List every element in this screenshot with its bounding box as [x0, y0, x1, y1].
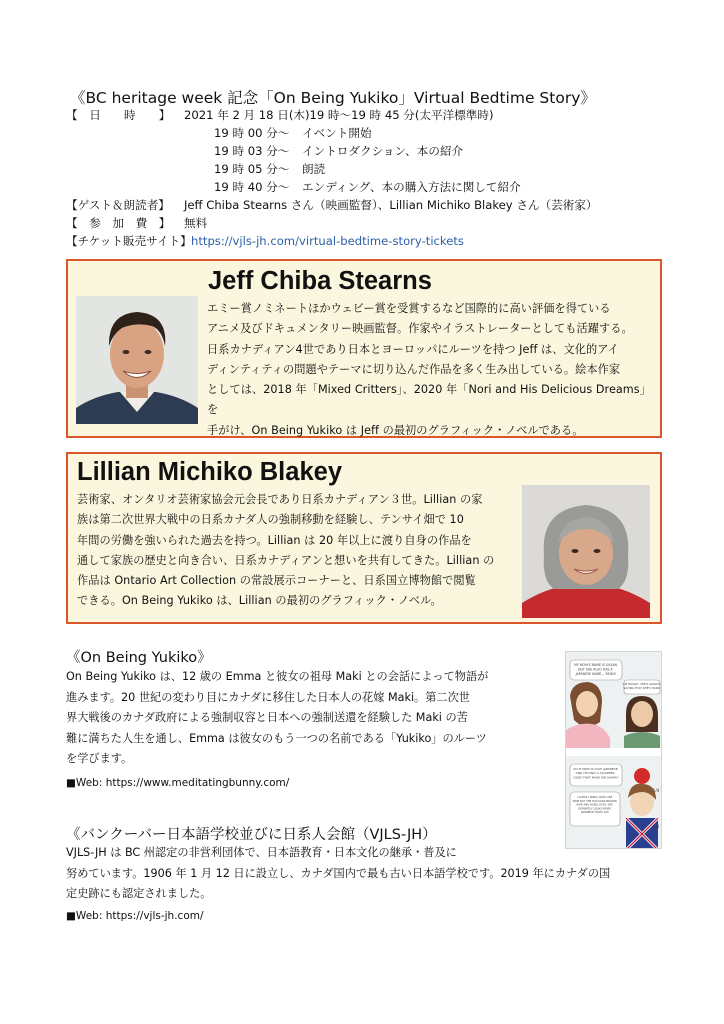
manga-illustration [566, 652, 662, 849]
bio-line: ディンティティの問題やテーマに切り込んだ作品を多く生み出している。絵本作家 [207, 362, 621, 376]
fraction-mark: 1/4 [652, 788, 660, 793]
speech-bubble-2: ALTHOUGH, SHE'S ALWAYS SAYING THAT SHE'S HAPA! [622, 682, 661, 690]
speech-bubble-4: I GUESS I KINDA LOOK LIKE MOM BUT SHE HAS DARK BROWN HAIR AND HAZEL EYES. SHE DEFINITELY LOOKS MORE JAPANESE THAN I DO! [572, 796, 617, 815]
schedule-item [66, 124, 706, 142]
portrait-illustration [522, 485, 650, 618]
schedule-time: 19 時 00 分～ [214, 126, 290, 140]
description-line: を学びます。 [66, 752, 133, 766]
lillian-profile-card [66, 452, 662, 624]
fee-label: 【 参 加 費 】 [66, 216, 171, 230]
bio-line: 作品は Ontario Art Collection の常設展示コーナーと、日系国立博物館で閲覧 [77, 574, 476, 588]
jeff-photo [76, 296, 198, 424]
book-section-title: 《On Being Yukiko》 [66, 650, 212, 666]
guest-value: Jeff Chiba Stearns さん（映画監督）、Lillian Michiko Blakey さん（芸術家） [184, 198, 598, 212]
speech-bubble-1: MY MOM'S NAME IS SUSAN BUT SHE ALSO HAS A JAPANESE NAME... REIKO! [574, 663, 617, 676]
vjls-description [66, 843, 666, 905]
jeff-bio [207, 299, 659, 441]
portrait-illustration [76, 296, 198, 424]
bio-line: としては、2018 年「Mixed Critters」、2020 年「Nori and His Delicious Dreams」を [207, 383, 651, 417]
guest-label: 【ゲスト＆朗読者】 [66, 198, 170, 212]
fraction-mark: 1/4 [652, 824, 660, 829]
description-line: 界大戦後のカナダ政府による強制収容と日本への強制送還を経験した Maki の苦 [66, 711, 468, 725]
guest-row [66, 196, 706, 214]
bio-line: エミー賞ノミネートほかウェビー賞を受賞するなど国際的に高い評価を得ている [207, 302, 611, 315]
description-line: 進みます。20 世紀の変わり目にカナダに移住した日本人の花嫁 Maki。第二次世 [66, 690, 470, 704]
event-info [66, 106, 706, 250]
schedule-item [66, 142, 706, 160]
bio-line: 芸術家、オンタリオ芸術家協会元会長であり日系カナディアン３世。Lillian の家 [77, 493, 483, 506]
schedule-text: イントロダクション、本の紹介 [302, 144, 464, 158]
ticket-label: 【チケット販売サイト】 [66, 234, 192, 248]
lillian-bio [77, 490, 523, 612]
schedule-item [66, 160, 706, 178]
schedule-item [66, 178, 706, 196]
schedule-time: 19 時 03 分～ [214, 144, 290, 158]
bio-line: 手がけ、On Being Yukiko は Jeff の最初のグラフィック・ノベルである。 [207, 423, 584, 437]
bio-line: 年間の労働を強いられた過去を持つ。Lillian は 20 年以上に渡り自身の作品を [77, 533, 472, 547]
vjls-section-title: 《バンクーバー日本語学校並びに日系人会館（VJLS-JH） [66, 827, 437, 843]
description-line: 努めています。1906 年 1 月 12 日に設立し、カナダ国内で最も古い日本語学校です。2019 年にカナダの国 [66, 866, 611, 880]
bio-line: できる。On Being Yukiko は、Lillian の最初のグラフィック・ノベル。 [77, 594, 442, 608]
ticket-row [66, 232, 706, 250]
schedule-text: イベント開始 [302, 126, 372, 140]
schedule-text: エンディング、本の購入方法に関して紹介 [302, 180, 521, 194]
book-web-link[interactable]: ■Web: https://www.meditatingbunny.com/ [66, 777, 290, 789]
bio-line: 日系カナディアン4世であり日本とヨーロッパにルーツを持つ Jeff は、文化的アイ [207, 342, 619, 356]
lillian-name: Lillian Michiko Blakey [77, 458, 342, 486]
schedule-time: 19 時 40 分～ [214, 180, 290, 194]
description-line: 難に満ちた人生を通し、Emma は彼女のもう一つの名前である「Yukiko」のルーツ [66, 731, 487, 745]
description-line: 定史跡にも認定されました。 [66, 887, 212, 901]
bio-line: 通して家族の歴史と向き合い、日系カナディアンと想いを共有してきた。Lillian の [77, 553, 495, 567]
fee-value: 無料 [184, 216, 208, 230]
schedule-text: 朗読 [302, 162, 326, 176]
bio-line: 族は第二次世界大戦中の日系カナダ人の強制移動を経験し、テンサイ畑で 10 [77, 513, 464, 527]
manga-panel-image [565, 651, 662, 849]
date-row [66, 106, 706, 124]
book-description [66, 667, 560, 770]
description-line: On Being Yukiko は、12 歳の Emma と彼女の祖母 Maki との会話によって物語が [66, 670, 489, 683]
fee-row [66, 214, 706, 232]
bio-line: アニメ及びドキュメンタリー映画監督。作家やイラストレーターとしても活躍する。 [207, 322, 633, 336]
lillian-photo [522, 485, 650, 618]
schedule-time: 19 時 05 分～ [214, 162, 290, 176]
vjls-web-link[interactable]: ■Web: https://vjls-jh.com/ [66, 910, 204, 922]
ticket-link[interactable]: https://vjls-jh.com/virtual-bedtime-story-tickets [191, 234, 464, 248]
jeff-profile-card [66, 259, 662, 438]
page-title: 《BC heritage week 記念「On Being Yukiko」Virtual Bedtime Story》 [70, 89, 596, 107]
speech-bubble-3: SO IF MOM IS HALF JAPANESE AND I'M ONLY A QUARTER, DOES THAT MAKE ME QUAPA? [573, 767, 619, 780]
date-label: 【 日 時 】 [66, 108, 171, 122]
jeff-name: Jeff Chiba Stearns [208, 267, 432, 295]
date-value: 2021 年 2 月 18 日(木)19 時～19 時 45 分(太平洋標準時) [184, 108, 494, 122]
description-line: VJLS-JH は BC 州認定の非営利団体で、日本語教育・日本文化の継承・普及に [66, 846, 457, 859]
